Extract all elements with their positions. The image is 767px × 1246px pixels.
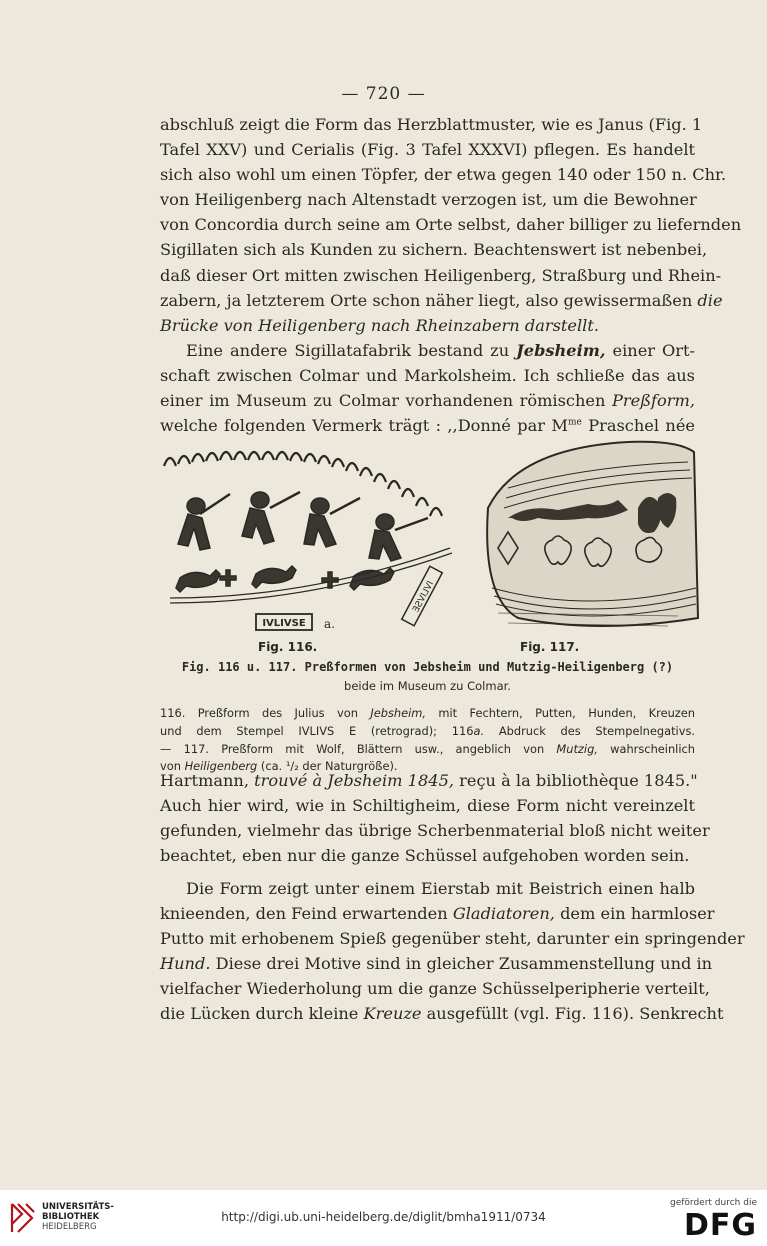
text-run: von: [160, 759, 181, 774]
italic-run: Gladiatoren,: [452, 904, 555, 924]
italic-run: Hund.: [160, 954, 211, 974]
text-run: Hartmann,: [160, 771, 250, 790]
text-run: Eine andere Sigillatafabrik bestand zu: [186, 341, 510, 360]
italic-run: Preßform,: [612, 391, 695, 411]
text-line: [160, 901, 715, 926]
text-run: welche folgenden Vermerk trägt : ,,Donné par M: [160, 416, 568, 436]
text-line: [160, 313, 695, 338]
text-run: knieenden, den Feind erwartenden: [160, 904, 448, 924]
funding-note: gefördert durch die: [670, 1198, 757, 1208]
text-run: Diese drei Motive sind in gleicher Zusammenstellung und in: [215, 954, 713, 974]
italic-run: Mutzig,: [556, 741, 598, 756]
text-line: von Heiligenberg nach Altenstadt verzogen ist, um die Bewohner: [160, 190, 697, 210]
italic-run: Jebsheim,: [370, 706, 426, 720]
figures-area: [160, 438, 700, 658]
text-run: 116. Preßform des Julius von: [160, 706, 358, 720]
stamp-retrograde: IVLIVSE: [411, 579, 437, 615]
text-run: zabern, ja letzterem Orte schon näher liegt, also gewissermaßen: [160, 290, 693, 310]
text-run: — 117. Preßform mit Wolf, Blättern usw., angeblich von: [160, 741, 545, 756]
text-line: [160, 1001, 724, 1026]
text-line: Sigillaten sich als Kunden zu sichern. Beachtenswert ist nebenbei,: [160, 240, 708, 260]
text-line: Die Form zeigt unter einem Eierstab mit Beistrich einen halb: [186, 879, 695, 898]
stamp-ivlivse: IVLIVSE: [262, 618, 306, 629]
text-line: Putto mit erhobenem Spieß gegenüber steht, darunter ein springender: [160, 929, 745, 949]
figure-caption-body: [160, 705, 695, 776]
text-line: [160, 768, 698, 793]
caption-line: [160, 741, 695, 759]
text-line: [160, 288, 723, 313]
italic-run: trouvé à Jebsheim 1845,: [254, 771, 455, 790]
text-run: Abdruck des Stempelnegativs.: [498, 723, 695, 738]
figure-caption-subtitle: beide im Museum zu Colmar.: [344, 679, 511, 693]
text-run: einer Ort-: [612, 341, 695, 360]
italic-run: Kreuze: [363, 1004, 422, 1024]
text-run: der Naturgröße).: [302, 759, 398, 774]
text-run: einer im Museum zu Colmar vorhandenen römischen: [160, 391, 606, 411]
text-run: wahrscheinlich: [610, 741, 695, 756]
text-line: abschluß zeigt die Form das Herzblattmuster, wie es Janus (Fig. 1: [160, 115, 703, 134]
paragraph-3: [160, 768, 710, 868]
paragraph-4: [160, 876, 745, 1027]
figure-caption-title: Fig. 116 u. 117. Preßformen von Jebsheim und Mutzig-Heiligenberg (?): [181, 660, 674, 674]
text-line: beachtet, eben nur die ganze Schüssel aufgehoben worden sein.: [160, 846, 690, 866]
text-line: schaft zwischen Colmar und Markolsheim. Ich schließe das aus: [160, 366, 695, 386]
superscript: me: [567, 417, 582, 428]
text-run: ausgefüllt (vgl. Fig. 116). Senkrecht: [426, 1004, 724, 1024]
fig117-label: Fig. 117.: [520, 640, 580, 654]
text-run: Praschel née: [588, 416, 695, 436]
text-line: von Concordia durch seine am Orte selbst, daher billiger zu liefernden: [160, 215, 742, 235]
italic-run: Brücke von Heiligenberg nach Rheinzabern darstellt.: [160, 315, 599, 335]
text-line: daß dieser Ort mitten zwischen Heiligenberg, Straßburg und Rhein-: [160, 265, 722, 285]
text-run: dem ein harmloser: [560, 904, 715, 924]
viewer-footer: [0, 1190, 767, 1246]
text-line: [160, 951, 713, 976]
figure-117-sherd: [478, 438, 700, 638]
text-line: Tafel XXV) und Cerialis (Fig. 3 Tafel XXXVI) pflegen. Es handelt: [160, 140, 695, 160]
text-line: [160, 413, 695, 438]
text-line: vielfacher Wiederholung um die ganze Schüsselperipherie verteilt,: [160, 979, 710, 999]
text-line: [160, 338, 695, 363]
text-line: gefunden, vielmehr das übrige Scherbenmaterial bloß nicht weiter: [160, 821, 710, 841]
dfg-logo[interactable]: DFG: [683, 1208, 757, 1243]
text-run: und dem Stempel IVLIVS E (retrograd); 116: [160, 723, 474, 738]
figure-116-pressform: [160, 448, 460, 638]
italic-run: a.: [473, 723, 485, 738]
italic-run: die: [697, 290, 723, 310]
text-run: mit Fechtern, Putten, Hunden, Kreuzen: [438, 706, 696, 720]
page-number: — 720 —: [341, 84, 426, 104]
text-line: Auch hier wird, wie in Schiltigheim, diese Form nicht vereinzelt: [160, 796, 695, 816]
paragraph-2: [160, 338, 695, 438]
text-run: die Lücken durch kleine: [160, 1004, 359, 1024]
library-name-line: BIBLIOTHEK: [42, 1212, 100, 1222]
italic-run: Heiligenberg: [184, 759, 258, 774]
paragraph-1: [160, 112, 742, 338]
library-name-line: HEIDELBERG: [42, 1222, 97, 1232]
fraction: ¹/₂: [285, 759, 299, 774]
caption-line: [160, 705, 695, 723]
text-run: reçu à la bibliothèque 1845.": [459, 771, 698, 790]
text-run: (ca.: [260, 759, 283, 774]
place-name-jebsheim: Jebsheim,: [516, 341, 606, 360]
text-line: [160, 388, 695, 413]
library-name-line: UNIVERSITÄTS-: [42, 1202, 114, 1212]
permalink-url[interactable]: http://digi.ub.uni-heidelberg.de/diglit/bmha1911/0734: [221, 1210, 546, 1224]
text-line: sich also wohl um einen Töpfer, der etwa gegen 140 oder 150 n. Chr.: [160, 165, 727, 185]
caption-line: [160, 723, 695, 741]
stamp-suffix: a.: [324, 617, 335, 631]
fig116-label: Fig. 116.: [258, 640, 318, 654]
